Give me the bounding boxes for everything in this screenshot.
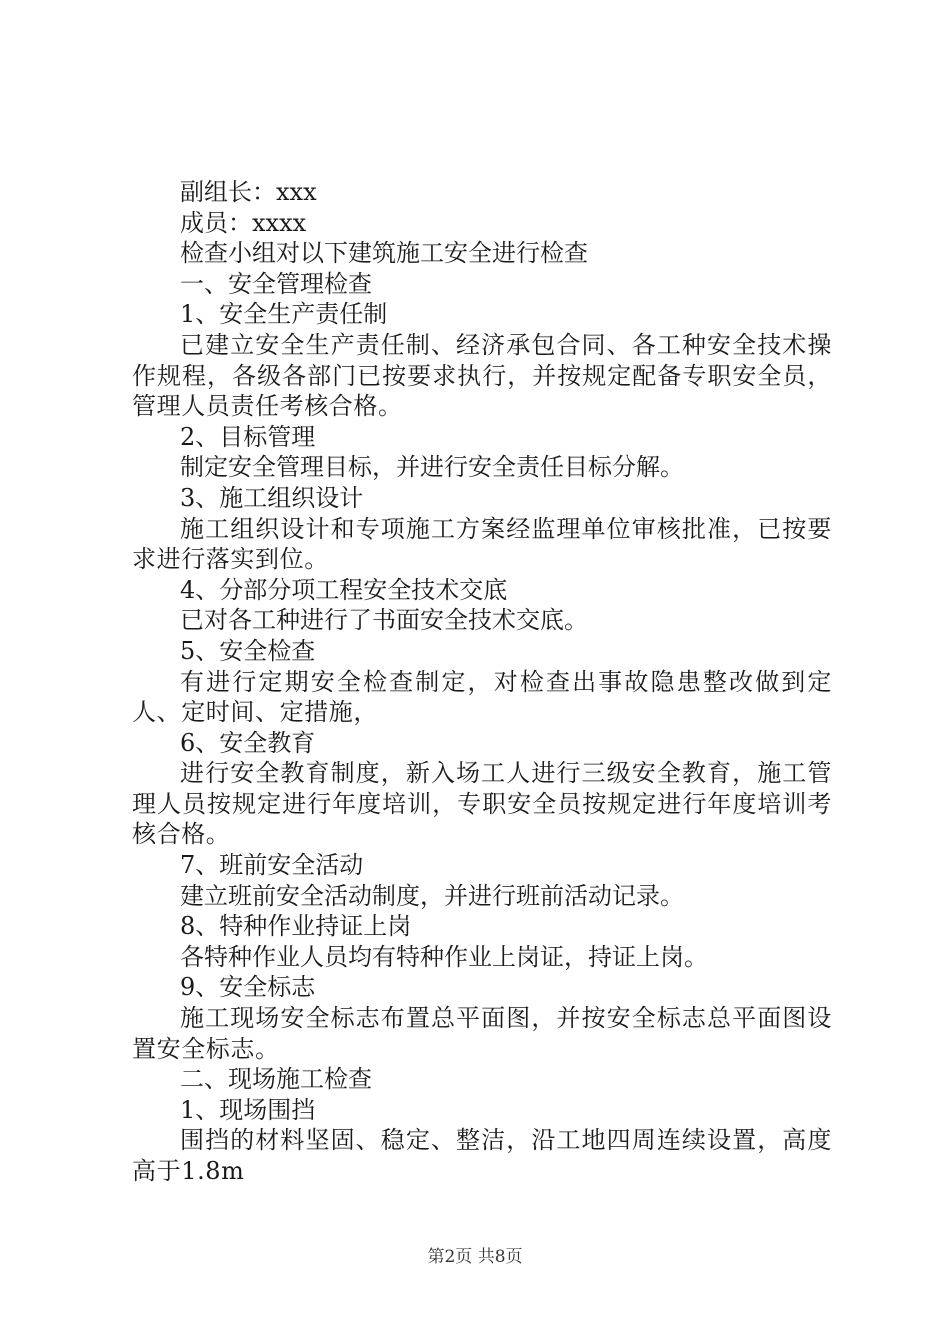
text-line: 检查小组对以下建筑施工安全进行检查 — [180, 239, 588, 268]
paragraph: 进行安全教育制度，新入场工人进行三级安全教育，施工管理人员按规定进行年度培训，专职安全员按规定进行年度培训考核合格。 — [132, 759, 832, 849]
subsection-heading: 2、目标管理 — [180, 422, 316, 451]
subsection-heading: 1、现场围挡 — [180, 1095, 316, 1124]
text-line: 制定安全管理目标，并进行安全责任目标分解。 — [180, 453, 684, 482]
subsection-heading: 5、安全检查 — [180, 636, 316, 665]
section-heading: 一、安全管理检查 — [180, 269, 372, 298]
paragraph: 围挡的材料坚固、稳定、整洁，沿工地四周连续设置，高度高于1.8m — [132, 1126, 832, 1185]
subsection-heading: 7、班前安全活动 — [180, 851, 364, 880]
subsection-heading: 6、安全教育 — [180, 728, 316, 757]
document-body — [132, 177, 832, 1187]
subsection-heading: 8、特种作业持证上岗 — [180, 912, 412, 941]
paragraph: 施工现场安全标志布置总平面图，并按安全标志总平面图设置安全标志。 — [132, 1004, 832, 1063]
page-number: 第2页 共8页 — [427, 1247, 523, 1267]
subsection-heading: 1、安全生产责任制 — [180, 300, 388, 329]
section-heading: 二、现场施工检查 — [180, 1065, 372, 1094]
subsection-heading: 4、分部分项工程安全技术交底 — [180, 575, 508, 604]
subsection-heading: 3、施工组织设计 — [180, 483, 364, 512]
text-line: 副组长：xxx — [180, 178, 317, 206]
subsection-heading: 9、安全标志 — [180, 973, 316, 1002]
text-line: 各特种作业人员均有特种作业上岗证，持证上岗。 — [180, 942, 708, 971]
text-line: 建立班前安全活动制度，并进行班前活动记录。 — [180, 881, 684, 910]
paragraph: 施工组织设计和专项施工方案经监理单位审核批准，已按要求进行落实到位。 — [132, 514, 832, 574]
page-footer — [0, 1242, 950, 1267]
paragraph: 已建立安全生产责任制、经济承包合同、各工种安全技术操作规程，各级各部门已按要求执行，并按规定配备专职安全员，管理人员责任考核合格。 — [132, 330, 832, 421]
text-line: 已对各工种进行了书面安全技术交底。 — [180, 606, 588, 635]
paragraph: 有进行定期安全检查制定，对检查出事故隐患整改做到定人、定时间、定措施， — [132, 667, 832, 727]
text-line: 成员：xxxx — [180, 208, 307, 237]
